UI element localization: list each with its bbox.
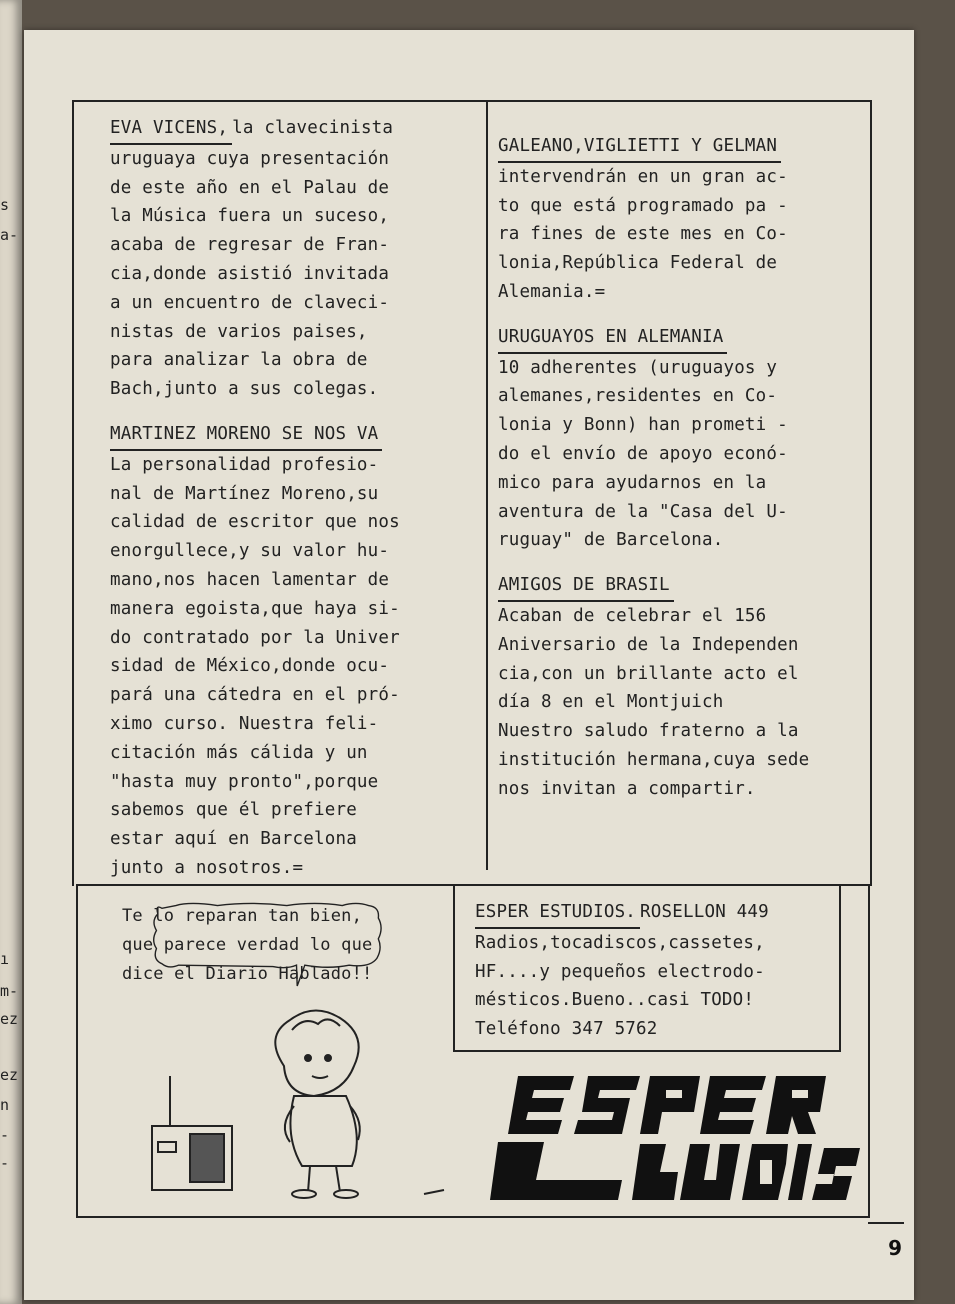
margin-fragment: n <box>0 1096 10 1114</box>
column-divider <box>486 102 488 870</box>
article-amigos-brasil <box>498 571 868 803</box>
ad-body: Radios,tocadiscos,cassetes, HF....y pequeños electrodo- mésticos.Bueno..casi TODO! Teléfono 347 5762 <box>475 932 765 1040</box>
magazine-page <box>24 30 914 1300</box>
business-name: ESPER ESTUDIOS. <box>475 898 640 929</box>
margin-fragment: m- <box>0 982 19 1000</box>
article-heading: EVA VICENS, <box>110 114 232 145</box>
article-martinez-moreno <box>110 420 470 883</box>
margin-fragment: ez <box>0 1010 19 1028</box>
article-lead: la clavecinista <box>232 118 394 138</box>
article-body: Acaban de celebrar el 156 Aniversario de la Independen cia,con un brillante acto el día 8 en el Montjuich Nuestro saludo fraterno a la institución hermana,cuya sede nos invitan a compartir. <box>498 605 810 799</box>
article-heading: URUGUAYOS EN ALEMANIA <box>498 323 727 354</box>
margin-fragment: ez <box>0 1066 19 1084</box>
article-heading: GALEANO,VIGLIETTI Y GELMAN <box>498 132 781 163</box>
speech-bubble-text: Te lo reparan tan bien, que parece verdad lo que dice el Diario Hablado!! <box>122 906 373 984</box>
page-number: 9 <box>888 1236 902 1260</box>
margin-fragment: - <box>0 1126 10 1144</box>
boy-icon <box>275 1010 359 1198</box>
article-body: uruguaya cuya presentación de este año en el Palau de la Música fuera un suceso, acaba de regresar de Fran- cia,donde asistió invitada a un encuentro de claveci- nistas de varios paises, para analizar la obra de Bach,junto a sus colegas. <box>110 148 390 400</box>
business-address: ROSELLON 449 <box>640 902 769 922</box>
margin-fragment: ı <box>0 950 10 968</box>
esper-estudios-logo <box>490 1076 860 1206</box>
ad-text-box <box>453 886 841 1052</box>
margin-fragment: - <box>0 1154 10 1172</box>
article-body: La personalidad profesio- nal de Martínez Moreno,su calidad de escritor que nos enorgullece,y su valor hu- mano,nos hacen lamentar de manera egoista,que haya si- do contratado por la Univer sidad de México,donde ocu- pará una cátedra en el pró- ximo curso. Nuestra feli- citación más cálida y un "hasta muy pronto",porque sabemos que él prefiere estar aquí en Barcelona junto a nosotros.= <box>110 454 400 878</box>
news-box <box>72 100 872 886</box>
margin-fragment: s <box>0 196 10 214</box>
article-heading: AMIGOS DE BRASIL <box>498 571 674 602</box>
article-galeano <box>498 132 868 307</box>
previous-page-edge <box>0 0 22 1304</box>
article-body: 10 adherentes (uruguayos y alemanes,residentes en Co- lonia y Bonn) han prometi - do el envío de apoyo econó- mico para ayudarnos en la aventura de la "Casa del U- ruguay" de Barcelona. <box>498 357 788 551</box>
article-body: intervendrán en un gran ac- to que está programado pa - ra fines de este mes en Co- lonia,República Federal de Alemania.= <box>498 166 788 302</box>
article-heading: MARTINEZ MORENO SE NOS VA <box>110 420 382 451</box>
advertisement <box>76 884 870 1218</box>
margin-fragment: a- <box>0 226 19 244</box>
radio-icon <box>152 1076 232 1190</box>
right-column <box>498 132 868 804</box>
article-uruguayos-alemania <box>498 323 868 555</box>
article-eva-vicens <box>110 114 470 404</box>
page-number-rule <box>868 1222 904 1224</box>
left-column <box>110 114 470 883</box>
cartoon-illustration <box>114 996 454 1206</box>
